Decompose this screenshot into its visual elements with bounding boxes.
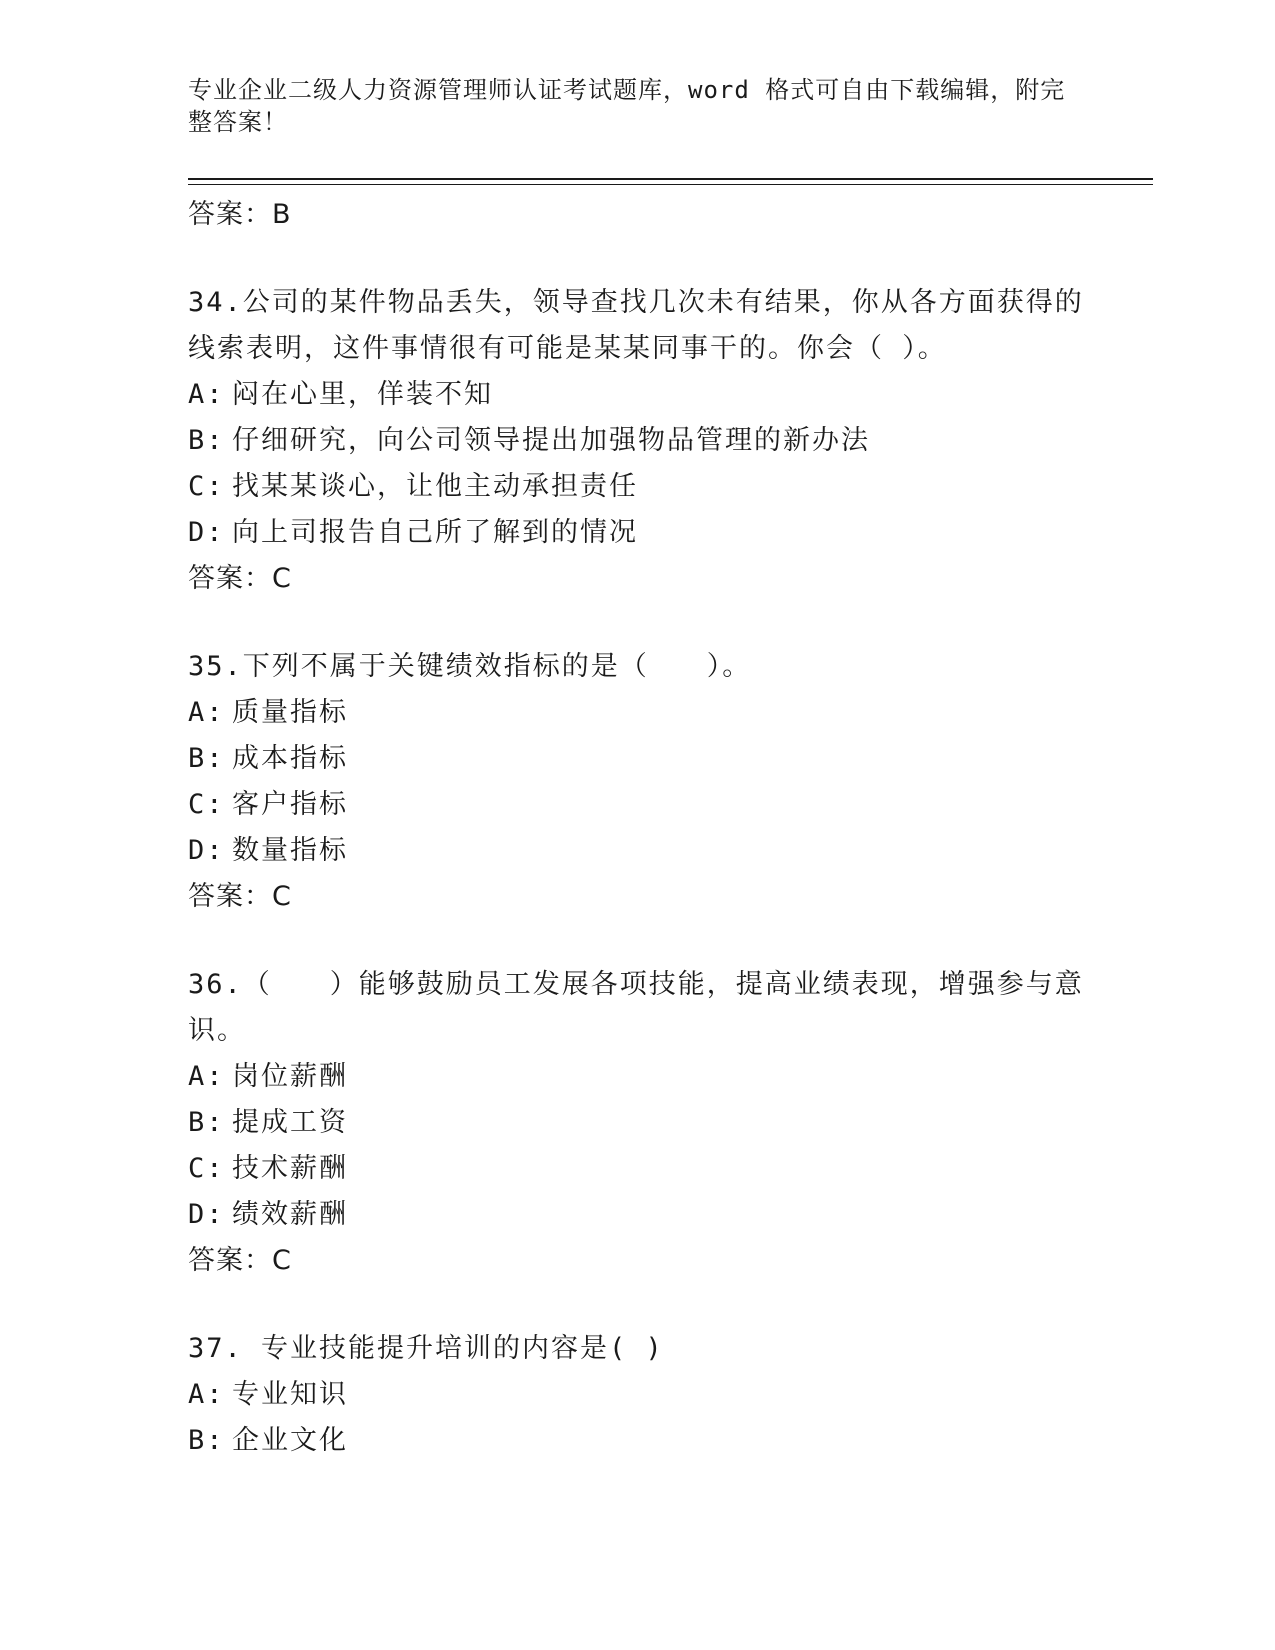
question-37 bbox=[188, 1326, 1088, 1464]
option-a bbox=[188, 690, 1088, 736]
question-answer: 答案：C bbox=[188, 563, 292, 594]
option-key: A: bbox=[188, 697, 225, 728]
option-a bbox=[188, 372, 1088, 418]
question-stem: 34.公司的某件物品丢失，领导查找几次未有结果，你从各方面获得的线索表明，这件事情很有可能是某某同事干的。你会（ ）。 bbox=[188, 287, 1084, 364]
option-d bbox=[188, 1192, 1088, 1238]
question-answer: 答案：C bbox=[188, 881, 292, 912]
option-c bbox=[188, 782, 1088, 828]
header-divider-thick bbox=[188, 178, 1153, 180]
option-a bbox=[188, 1054, 1088, 1100]
option-b bbox=[188, 1418, 1088, 1464]
option-text: 找某某谈心，让他主动承担责任 bbox=[232, 471, 638, 502]
option-text: 技术薪酬 bbox=[232, 1153, 348, 1184]
option-key: C: bbox=[188, 1153, 225, 1184]
question-list bbox=[188, 192, 1088, 1464]
option-text: 专业知识 bbox=[232, 1379, 348, 1410]
option-text: 数量指标 bbox=[232, 835, 348, 866]
option-key: A: bbox=[188, 379, 225, 410]
option-text: 质量指标 bbox=[232, 697, 348, 728]
option-text: 仔细研究，向公司领导提出加强物品管理的新办法 bbox=[232, 425, 870, 456]
question-stem: 35.下列不属于关键绩效指标的是（ ）。 bbox=[188, 651, 752, 682]
option-text: 成本指标 bbox=[232, 743, 348, 774]
option-text: 向上司报告自己所了解到的情况 bbox=[232, 517, 638, 548]
option-key: A: bbox=[188, 1061, 225, 1092]
option-b bbox=[188, 418, 1088, 464]
option-key: B: bbox=[188, 743, 225, 774]
option-b bbox=[188, 1100, 1088, 1146]
option-key: D: bbox=[188, 1199, 225, 1230]
option-c bbox=[188, 1146, 1088, 1192]
option-text: 绩效薪酬 bbox=[232, 1199, 348, 1230]
question-stem: 37. 专业技能提升培训的内容是( ) bbox=[188, 1333, 664, 1364]
option-text: 提成工资 bbox=[232, 1107, 348, 1138]
option-a bbox=[188, 1372, 1088, 1418]
option-key: D: bbox=[188, 835, 225, 866]
option-key: B: bbox=[188, 425, 225, 456]
option-key: C: bbox=[188, 789, 225, 820]
option-key: A: bbox=[188, 1379, 225, 1410]
question-34 bbox=[188, 280, 1088, 602]
option-text: 闷在心里，佯装不知 bbox=[232, 379, 493, 410]
option-key: C: bbox=[188, 471, 225, 502]
option-d bbox=[188, 828, 1088, 874]
option-text: 岗位薪酬 bbox=[232, 1061, 348, 1092]
question-stem: 36.（ ）能够鼓励员工发展各项技能，提高业绩表现，增强参与意识。 bbox=[188, 969, 1084, 1046]
option-d bbox=[188, 510, 1088, 556]
option-text: 企业文化 bbox=[232, 1425, 348, 1456]
question-35 bbox=[188, 644, 1088, 920]
option-text: 客户指标 bbox=[232, 789, 348, 820]
question-answer: 答案：C bbox=[188, 1245, 292, 1276]
option-b bbox=[188, 736, 1088, 782]
option-key: B: bbox=[188, 1425, 225, 1456]
question-36 bbox=[188, 962, 1088, 1284]
option-c bbox=[188, 464, 1088, 510]
document-header-note: 专业企业二级人力资源管理师认证考试题库，word 格式可自由下载编辑，附完整答案！ bbox=[188, 76, 1066, 136]
header-divider-thin bbox=[188, 184, 1153, 185]
previous-answer: 答案：B bbox=[188, 199, 292, 230]
option-key: B: bbox=[188, 1107, 225, 1138]
option-key: D: bbox=[188, 517, 225, 548]
